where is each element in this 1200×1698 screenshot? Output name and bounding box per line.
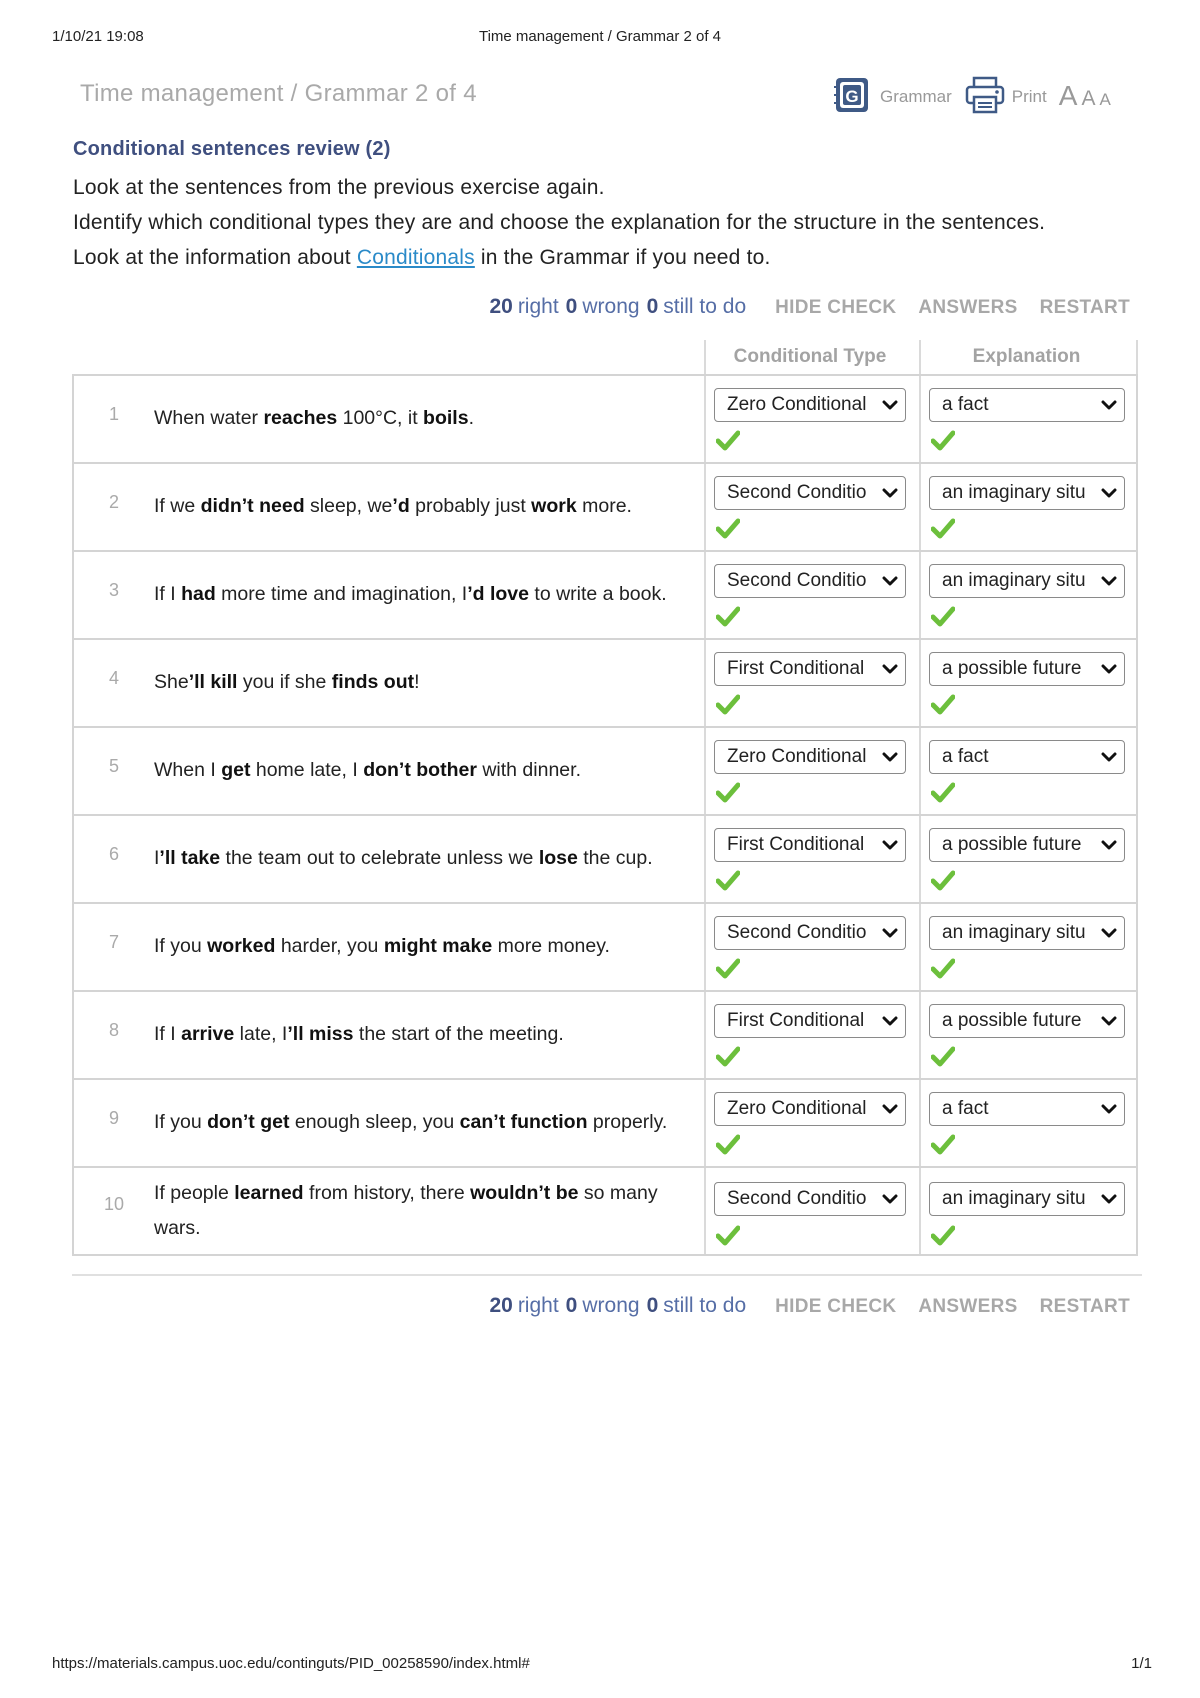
sentence-verb-highlight: ’d bbox=[392, 495, 410, 517]
restart-button[interactable]: RESTART bbox=[1039, 1296, 1130, 1317]
sentence-verb-highlight: get bbox=[221, 759, 251, 781]
explanation-select[interactable] bbox=[929, 564, 1125, 598]
sentence-text: ! bbox=[414, 671, 420, 693]
explanation-select[interactable] bbox=[929, 740, 1125, 774]
sentence-text: If I bbox=[154, 1023, 182, 1045]
selected-type: Second Conditio bbox=[727, 1188, 867, 1209]
sentence-text: more. bbox=[576, 495, 632, 517]
sentence-verb-highlight: reaches bbox=[263, 407, 338, 429]
selected-explanation: an imaginary situ bbox=[942, 482, 1086, 503]
selected-type: Zero Conditional bbox=[727, 394, 867, 415]
question-number: 7 bbox=[108, 932, 119, 952]
conditional-type-select[interactable] bbox=[714, 1092, 906, 1126]
type-cell bbox=[704, 1080, 919, 1166]
selected-explanation: an imaginary situ bbox=[942, 922, 1086, 943]
print-url: https://materials.campus.uoc.edu/continguts/PID_00258590/index.html# bbox=[52, 1655, 530, 1672]
explanation-cell bbox=[919, 640, 1136, 726]
check-icon bbox=[931, 1224, 955, 1246]
sentence-verb-highlight: might make bbox=[383, 935, 493, 957]
sentence-text: enough sleep, you bbox=[289, 1111, 460, 1133]
selected-explanation: an imaginary situ bbox=[942, 1188, 1086, 1209]
chevron-down-icon bbox=[1101, 838, 1117, 852]
sentence-text: If we bbox=[154, 495, 201, 517]
conditional-type-select[interactable] bbox=[714, 916, 906, 950]
chevron-down-icon bbox=[882, 662, 898, 676]
chevron-down-icon bbox=[1101, 486, 1117, 500]
sentence-text: more money. bbox=[492, 935, 610, 957]
sentence-text: home late, I bbox=[250, 759, 364, 781]
sentence-text: She bbox=[154, 671, 189, 693]
sentence-text: with dinner. bbox=[476, 759, 581, 781]
selected-type: First Conditional bbox=[727, 834, 865, 855]
explanation-cell bbox=[919, 1080, 1136, 1166]
chevron-down-icon bbox=[882, 574, 898, 588]
grammar-button[interactable]: Grammar bbox=[880, 87, 952, 106]
wrong-label: wrong bbox=[582, 295, 640, 318]
sentence-verb-highlight: work bbox=[531, 495, 577, 517]
conditional-type-select[interactable] bbox=[714, 476, 906, 510]
wrong-count: 0 bbox=[565, 295, 578, 318]
question-number: 4 bbox=[108, 668, 119, 688]
check-icon bbox=[716, 605, 740, 627]
sentence-text: I bbox=[154, 847, 160, 869]
sentence-text: the team out to celebrate unless we bbox=[220, 847, 539, 869]
sentence-text: the cup. bbox=[577, 847, 653, 869]
type-cell bbox=[704, 816, 919, 902]
right-count: 20 bbox=[489, 1294, 513, 1317]
sentence-text: from history, there bbox=[303, 1182, 471, 1204]
check-icon bbox=[931, 517, 955, 539]
sentence-text: late, I bbox=[234, 1023, 288, 1045]
selected-type: Second Conditio bbox=[727, 922, 867, 943]
answers-button[interactable]: ANSWERS bbox=[918, 297, 1018, 318]
question-sentence bbox=[154, 401, 689, 436]
sentence-text: . bbox=[468, 407, 474, 429]
explanation-select[interactable] bbox=[929, 652, 1125, 686]
check-icon bbox=[716, 429, 740, 451]
table-row bbox=[74, 1166, 1136, 1254]
sentence-text: probably just bbox=[409, 495, 532, 517]
todo-label: still to do bbox=[663, 295, 747, 318]
wrong-count: 0 bbox=[565, 1294, 578, 1317]
sentence-text: 100°C, it bbox=[337, 407, 424, 429]
wrong-label: wrong bbox=[582, 1294, 640, 1317]
chevron-down-icon bbox=[882, 1192, 898, 1206]
instruction-line-3 bbox=[73, 245, 1045, 280]
table-row bbox=[74, 462, 1136, 550]
table-row bbox=[74, 990, 1136, 1078]
sentence-verb-highlight: don’t get bbox=[207, 1111, 290, 1133]
chevron-down-icon bbox=[882, 398, 898, 412]
explanation-cell bbox=[919, 464, 1136, 550]
font-size-large[interactable]: A bbox=[1058, 80, 1078, 111]
question-number: 9 bbox=[108, 1108, 119, 1128]
answers-button[interactable]: ANSWERS bbox=[918, 1296, 1018, 1317]
selected-type: First Conditional bbox=[727, 658, 865, 679]
explanation-select[interactable] bbox=[929, 828, 1125, 862]
explanation-cell bbox=[919, 904, 1136, 990]
question-rows bbox=[72, 374, 1138, 1256]
chevron-down-icon bbox=[1101, 1192, 1117, 1206]
explanation-select[interactable] bbox=[929, 1182, 1125, 1216]
print-datetime: 1/10/21 19:08 bbox=[52, 28, 144, 45]
sentence-verb-highlight: ’d love bbox=[467, 583, 529, 605]
font-size-small[interactable]: A bbox=[1099, 90, 1111, 109]
right-count: 20 bbox=[489, 295, 513, 318]
explanation-select[interactable] bbox=[929, 916, 1125, 950]
chevron-down-icon bbox=[1101, 1102, 1117, 1116]
explanation-cell bbox=[919, 376, 1136, 462]
conditional-type-select[interactable] bbox=[714, 652, 906, 686]
score-bar-top bbox=[0, 295, 1130, 319]
selected-type: Second Conditio bbox=[727, 570, 867, 591]
score-bar-bottom bbox=[0, 1294, 1130, 1318]
selected-explanation: a fact bbox=[942, 394, 989, 415]
sentence-text: When water bbox=[154, 407, 264, 429]
selected-explanation: a possible future bbox=[942, 658, 1082, 679]
check-icon bbox=[716, 1133, 740, 1155]
question-number: 10 bbox=[103, 1194, 125, 1214]
chevron-down-icon bbox=[882, 1102, 898, 1116]
explanation-cell bbox=[919, 728, 1136, 814]
print-page-number: 1/1 bbox=[1131, 1655, 1152, 1672]
chevron-down-icon bbox=[1101, 1014, 1117, 1028]
question-number: 5 bbox=[108, 756, 119, 776]
table-row bbox=[74, 814, 1136, 902]
chevron-down-icon bbox=[882, 926, 898, 940]
sentence-text: so many wars. bbox=[154, 1182, 658, 1239]
instruction-text-end: in the Grammar if you need to. bbox=[474, 246, 771, 269]
check-icon bbox=[716, 1045, 740, 1067]
check-icon bbox=[716, 517, 740, 539]
chevron-down-icon bbox=[882, 486, 898, 500]
grammar-icon[interactable] bbox=[832, 75, 872, 115]
type-cell bbox=[704, 904, 919, 990]
check-icon bbox=[716, 957, 740, 979]
toolbar bbox=[832, 74, 1115, 116]
type-cell bbox=[704, 376, 919, 462]
explanation-select[interactable] bbox=[929, 1092, 1125, 1126]
font-size-controls bbox=[1059, 82, 1115, 110]
sentence-text: When I bbox=[154, 759, 222, 781]
chevron-down-icon bbox=[1101, 662, 1117, 676]
selected-explanation: a fact bbox=[942, 1098, 989, 1119]
hide-check-button[interactable]: HIDE CHECK bbox=[775, 297, 897, 318]
type-cell bbox=[704, 640, 919, 726]
font-size-medium[interactable]: A bbox=[1081, 87, 1096, 110]
check-icon bbox=[931, 1133, 955, 1155]
conditional-type-select[interactable] bbox=[714, 1182, 906, 1216]
chevron-down-icon bbox=[882, 750, 898, 764]
check-icon bbox=[931, 429, 955, 451]
sentence-verb-highlight: ’ll kill bbox=[188, 671, 238, 693]
question-sentence bbox=[154, 665, 689, 700]
conditionals-link[interactable]: Conditionals bbox=[356, 246, 475, 269]
sentence-verb-highlight: arrive bbox=[181, 1023, 235, 1045]
selected-type: Zero Conditional bbox=[727, 746, 867, 767]
explanation-cell bbox=[919, 816, 1136, 902]
check-icon bbox=[931, 869, 955, 891]
question-number: 8 bbox=[108, 1020, 119, 1040]
chevron-down-icon bbox=[882, 838, 898, 852]
explanation-select[interactable] bbox=[929, 476, 1125, 510]
instruction-line-2: Identify which conditional types they are and choose the explanation for the structure in the sentences. bbox=[73, 211, 1046, 234]
explanation-cell bbox=[919, 552, 1136, 638]
table-row bbox=[74, 550, 1136, 638]
todo-label: still to do bbox=[663, 1294, 747, 1317]
sentence-text: If you bbox=[154, 1111, 208, 1133]
conditional-type-select[interactable] bbox=[714, 828, 906, 862]
question-sentence bbox=[154, 753, 689, 788]
sentence-text: more time and imagination, I bbox=[215, 583, 468, 605]
right-label: right bbox=[517, 295, 559, 318]
instruction-line-1: Look at the sentences from the previous exercise again. bbox=[73, 176, 605, 199]
check-icon bbox=[716, 781, 740, 803]
table-divider bbox=[72, 1274, 1142, 1276]
sentence-verb-highlight: can’t function bbox=[459, 1111, 588, 1133]
explanation-select[interactable] bbox=[929, 388, 1125, 422]
chevron-down-icon bbox=[882, 1014, 898, 1028]
column-headers bbox=[72, 340, 1138, 374]
sentence-verb-highlight: don’t bother bbox=[363, 759, 477, 781]
sentence-verb-highlight: lose bbox=[538, 847, 578, 869]
sentence-verb-highlight: ’ll miss bbox=[287, 1023, 354, 1045]
question-number: 3 bbox=[108, 580, 119, 600]
sentence-verb-highlight: wouldn’t be bbox=[470, 1182, 579, 1204]
table-row bbox=[74, 1078, 1136, 1166]
check-icon bbox=[931, 781, 955, 803]
conditional-type-select[interactable] bbox=[714, 740, 906, 774]
todo-count: 0 bbox=[646, 1294, 659, 1317]
table-row bbox=[74, 726, 1136, 814]
print-header bbox=[0, 28, 1200, 50]
type-cell bbox=[704, 992, 919, 1078]
restart-button[interactable]: RESTART bbox=[1039, 297, 1130, 318]
print-title: Time management / Grammar 2 of 4 bbox=[478, 28, 722, 45]
sentence-text: If people bbox=[154, 1182, 235, 1204]
type-cell bbox=[704, 1168, 919, 1254]
conditional-type-select[interactable] bbox=[714, 1004, 906, 1038]
svg-text:G: G bbox=[845, 87, 859, 106]
sentence-verb-highlight: had bbox=[181, 583, 216, 605]
sentence-text: If I bbox=[154, 583, 182, 605]
sentence-verb-highlight: learned bbox=[234, 1182, 304, 1204]
question-sentence bbox=[154, 1105, 689, 1140]
conditional-type-select[interactable] bbox=[714, 388, 906, 422]
selected-explanation: a possible future bbox=[942, 1010, 1082, 1031]
sentence-text: If you bbox=[154, 935, 208, 957]
check-icon bbox=[716, 869, 740, 891]
chevron-down-icon bbox=[1101, 750, 1117, 764]
selected-explanation: a possible future bbox=[942, 834, 1082, 855]
question-number: 6 bbox=[108, 844, 119, 864]
sentence-verb-highlight: finds out bbox=[331, 671, 415, 693]
sentence-text: you if she bbox=[237, 671, 332, 693]
check-icon bbox=[931, 1045, 955, 1067]
question-sentence bbox=[154, 841, 689, 876]
chevron-down-icon bbox=[1101, 574, 1117, 588]
type-cell bbox=[704, 728, 919, 814]
question-table bbox=[72, 340, 1138, 1256]
right-label: right bbox=[517, 1294, 559, 1317]
printer-icon[interactable] bbox=[964, 75, 1004, 115]
question-sentence bbox=[154, 1017, 689, 1052]
chevron-down-icon bbox=[1101, 926, 1117, 940]
sentence-verb-highlight: ’ll take bbox=[159, 847, 221, 869]
selected-type: Second Conditio bbox=[727, 482, 867, 503]
sentence-text: properly. bbox=[587, 1111, 668, 1133]
type-cell bbox=[704, 552, 919, 638]
conditional-type-select[interactable] bbox=[714, 564, 906, 598]
check-icon bbox=[931, 605, 955, 627]
sentence-text: the start of the meeting. bbox=[353, 1023, 564, 1045]
chevron-down-icon bbox=[1101, 398, 1117, 412]
instructions bbox=[73, 175, 1045, 280]
explanation-cell bbox=[919, 992, 1136, 1078]
sentence-text: to write a book. bbox=[529, 583, 667, 605]
question-sentence bbox=[154, 577, 689, 612]
question-number: 2 bbox=[108, 492, 119, 512]
explanation-cell bbox=[919, 1168, 1136, 1254]
instruction-text: Look at the information about bbox=[73, 246, 357, 269]
print-button[interactable]: Print bbox=[1011, 87, 1047, 106]
selected-explanation: an imaginary situ bbox=[942, 570, 1086, 591]
question-sentence bbox=[154, 489, 689, 524]
column-header-explanation: Explanation bbox=[972, 346, 1081, 367]
page-title: Time management / Grammar 2 of 4 bbox=[80, 80, 477, 107]
check-icon bbox=[716, 1224, 740, 1246]
question-sentence bbox=[154, 1176, 689, 1246]
check-icon bbox=[931, 693, 955, 715]
sentence-text: sleep, we bbox=[304, 495, 393, 517]
table-row bbox=[74, 374, 1136, 462]
selected-type: First Conditional bbox=[727, 1010, 865, 1031]
table-row bbox=[74, 638, 1136, 726]
hide-check-button[interactable]: HIDE CHECK bbox=[775, 1296, 897, 1317]
exercise-title: Conditional sentences review (2) bbox=[73, 138, 391, 160]
check-icon bbox=[931, 957, 955, 979]
table-row bbox=[74, 902, 1136, 990]
sentence-text: harder, you bbox=[275, 935, 384, 957]
sentence-verb-highlight: worked bbox=[207, 935, 276, 957]
question-sentence bbox=[154, 929, 689, 964]
todo-count: 0 bbox=[646, 295, 659, 318]
column-header-type: Conditional Type bbox=[733, 346, 887, 367]
sentence-verb-highlight: boils bbox=[423, 407, 469, 429]
check-icon bbox=[716, 693, 740, 715]
selected-explanation: a fact bbox=[942, 746, 989, 767]
type-cell bbox=[704, 464, 919, 550]
selected-type: Zero Conditional bbox=[727, 1098, 867, 1119]
sentence-verb-highlight: didn’t need bbox=[200, 495, 305, 517]
explanation-select[interactable] bbox=[929, 1004, 1125, 1038]
question-number: 1 bbox=[108, 404, 119, 424]
